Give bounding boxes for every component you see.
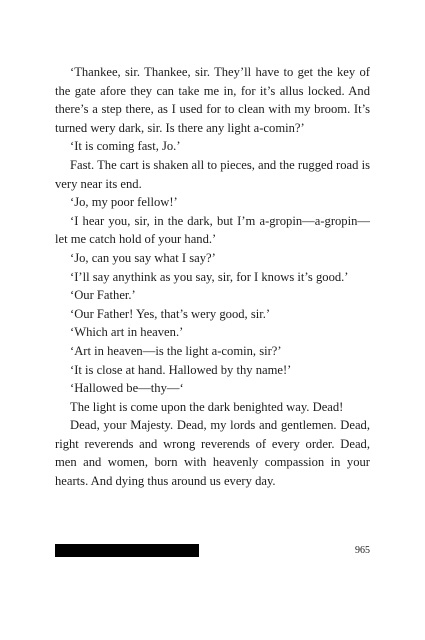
redaction-bar: [55, 544, 199, 557]
paragraph: Dead, your Majesty. Dead, my lords and gentlemen. Dead, right reverends and wrong reverends of every order. Dead, men and women, born with heavenly compassion in your hearts. And dying thus around us every day.: [55, 418, 370, 489]
paragraph: Fast. The cart is shaken all to pieces, and the rugged road is very near its end.: [55, 157, 370, 191]
page-number: 965: [355, 545, 370, 556]
body-text: [55, 63, 370, 491]
paragraph: The light is come upon the dark benighted way. Dead!: [70, 399, 344, 414]
paragraph: ‘It is coming fast, Jo.’: [70, 139, 181, 154]
paragraph: ‘I’ll say anythink as you say, sir, for I knows it’s good.’: [70, 269, 349, 284]
paragraph: ‘Hallowed be—thy—‘: [70, 381, 184, 396]
paragraph: ‘Our Father! Yes, that’s wery good, sir.’: [70, 306, 271, 321]
paragraph: ‘Jo, can you say what I say?’: [70, 250, 216, 265]
paragraph: ‘Our Father.’: [70, 288, 136, 303]
paragraph: ‘Jo, my poor fellow!’: [70, 195, 178, 210]
paragraph: ‘It is close at hand. Hallowed by thy name!’: [70, 362, 292, 377]
paragraph: ‘Thankee, sir. Thankee, sir. They’ll have to get the key of the gate afore they can take me in, for it’s allus locked. And there’s a step there, as I used for to clean with my broom. It’s turned wery dark, sir. Is there any light a-comin?’: [55, 65, 370, 135]
paragraph: ‘Art in heaven—is the light a-comin, sir?’: [70, 343, 282, 358]
paragraph: ‘Which art in heaven.’: [70, 325, 184, 340]
paragraph: ‘I hear you, sir, in the dark, but I’m a-gropin—a-gropin—let me catch hold of your hand.’: [55, 213, 370, 247]
